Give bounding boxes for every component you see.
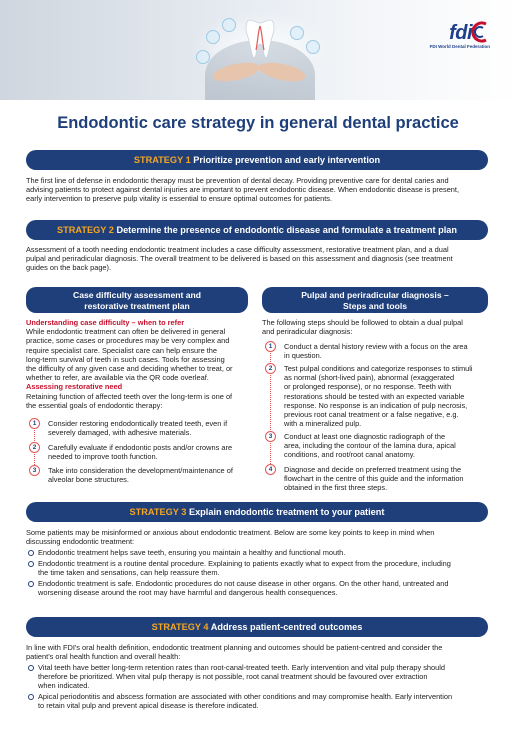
text-line: Endodontic treatment helps save teeth, ensuring you maintain a healthy and functional mouth. xyxy=(38,548,346,557)
text-line: area, including the contour of the lamina dura, apical xyxy=(284,441,456,451)
page-title: Endodontic care strategy in general dental practice xyxy=(57,114,459,132)
text-line: response. No response is an indication of pulp necrosis, xyxy=(284,400,468,410)
fdi-logo-subtitle: FDI World Dental Federation xyxy=(429,44,490,49)
strategy-1-number: STRATEGY 1 xyxy=(133,155,191,165)
text-line: the essential goals of endodontic therapy: xyxy=(26,400,163,410)
text-line: While endodontic treatment can often be delivered in general xyxy=(26,327,226,337)
text-line: worsening disease around the root may have harmful and dangerous health consequences. xyxy=(38,588,338,598)
bullet-icon xyxy=(28,665,34,671)
text-line: the time taken and sensations, can help reassure them. xyxy=(38,568,220,578)
text-line: early intervention to preserve pulp vitality is essential to ensure optimal outcomes for patients. xyxy=(26,194,333,204)
pulpal-diagnosis-intro xyxy=(262,318,490,336)
text-line: or prolonged response), or no response. Teeth with xyxy=(284,382,452,392)
list-item xyxy=(48,419,258,437)
when-to-refer-heading: Understanding case difficulty – when to refer xyxy=(26,318,185,327)
text-line: restorations should be tested with an expected variable xyxy=(284,391,465,401)
list-item xyxy=(38,663,490,691)
text-line: Take into consideration the development/maintenance of xyxy=(48,466,233,475)
text-line: alveolar bone structures. xyxy=(48,475,129,485)
text-line: Test pulpal conditions and categorize responses to stimuli xyxy=(284,364,473,373)
list-item xyxy=(284,465,490,493)
restorative-need-heading: Assessing restorative need xyxy=(26,382,123,392)
strategy-3-number: STRATEGY 3 xyxy=(129,507,187,517)
list-item xyxy=(38,692,490,710)
list-item xyxy=(284,364,490,428)
strategy-4-bar xyxy=(26,617,488,637)
fdi-logo-text: fdi xyxy=(449,22,472,44)
text-line: advising patients to protect against dental injuries are important to prevent endodontic disease. When endodontic disease is present, xyxy=(26,185,460,195)
step-number: 3 xyxy=(265,431,276,442)
step-number: 4 xyxy=(265,464,276,475)
text-line: Apical periodontitis and abscess formation are associated with other conditions and may compromise health. Early intervention xyxy=(38,692,453,701)
list-item xyxy=(38,579,490,597)
strategy-1-bar xyxy=(26,150,488,170)
text-line: Endodontic treatment is a routine dental procedure. Explaining to patients exactly what to expect from the procedure, including xyxy=(38,559,451,568)
text-line: needed to improve tooth function. xyxy=(48,452,158,462)
strategy-4-text xyxy=(26,643,490,661)
heading-line: restorative treatment plan xyxy=(84,300,190,311)
text-line: Vital teeth have better long-term retention rates than root-canal-treated teeth. Early intervention and vital pulp therapy should xyxy=(38,663,446,672)
step-number: 2 xyxy=(265,363,276,374)
bullet-icon xyxy=(28,694,34,700)
strategy-3-title: Explain endodontic treatment to your patient xyxy=(188,507,385,517)
list-item xyxy=(284,342,490,360)
list-item xyxy=(48,443,258,461)
text-line: Diagnose and decide on preferred treatment using the xyxy=(284,465,462,474)
bullet-icon xyxy=(28,550,34,556)
hero-image xyxy=(0,0,516,100)
text-line: The first line of defense in endodontic therapy must be prevention of dental decay. Providing preventive care for dental caries and xyxy=(26,176,449,185)
heading-line: Pulpal and periradicular diagnosis – xyxy=(301,290,449,300)
case-difficulty-column xyxy=(26,318,252,410)
text-line: Consider restoring endodontically treated teeth, even if xyxy=(48,419,228,428)
hero-bubble xyxy=(290,26,304,40)
strategy-2-number: STRATEGY 2 xyxy=(57,225,114,235)
text-line: with a mineralized pulp. xyxy=(284,419,362,429)
strategy-1-text xyxy=(26,176,490,204)
strategy-2-bar xyxy=(26,220,488,240)
text-line: as normal (short-lived pain), abnormal (exaggerated xyxy=(284,373,455,383)
hero-bubble xyxy=(206,30,220,44)
hero-bubble xyxy=(196,50,210,64)
bullet-icon xyxy=(28,561,34,567)
text-line: Carefully evaluate if endodontic posts and/or crowns are xyxy=(48,443,233,452)
list-item xyxy=(48,466,258,484)
hero-bubble xyxy=(306,40,320,54)
text-line: previous root canal treatment or a false negative, e.g. xyxy=(284,410,459,420)
text-line: guides on the back page). xyxy=(26,263,112,273)
strategy-4-number: STRATEGY 4 xyxy=(151,622,209,632)
text-line: when indicated. xyxy=(38,681,90,691)
text-line: and periradicular diagnosis: xyxy=(262,327,353,337)
text-line: Some patients may be misinformed or anxious about endodontic treatment. Below are some key points to keep in mind when xyxy=(26,528,435,537)
text-line: therefore be prioritized. When vital pulp therapy is not possible, root canal treatment should be favoured over extraction xyxy=(38,672,428,682)
strategy-3-text xyxy=(26,528,490,546)
text-line: pulpal and periradicular diagnosis. The overall treatment to be delivered is based on this assessment and diagnosis (see treatment xyxy=(26,254,453,264)
text-line: Conduct a dental history review with a focus on the area xyxy=(284,342,468,351)
hero-bubble xyxy=(222,18,236,32)
list-item xyxy=(38,559,490,577)
text-line: Conduct at least one diagnostic radiograph of the xyxy=(284,432,446,441)
pulpal-diagnosis-heading xyxy=(262,287,488,313)
text-line: Endodontic treatment is safe. Endodontic procedures do not cause disease in other organs. On the other hand, untreated and xyxy=(38,579,449,588)
text-line: In line with FDI's oral health definition, endodontic treatment planning and outcomes should be patient-centred and consider the xyxy=(26,643,443,652)
fdi-logo-icon xyxy=(470,20,490,44)
strategy-4-title: Address patient-centred outcomes xyxy=(210,622,363,632)
text-line: long-term survival of teeth in such cases. Tools for assessing xyxy=(26,354,225,364)
bullet-icon xyxy=(28,581,34,587)
strategy-2-title: Determine the presence of endodontic disease and formulate a treatment plan xyxy=(116,225,457,235)
text-line: practice, some cases or procedures may be very complex and xyxy=(26,336,230,346)
text-line: conditions, and root/root canal anatomy. xyxy=(284,450,415,460)
step-number: 2 xyxy=(29,442,40,453)
list-item xyxy=(284,432,490,460)
case-difficulty-heading xyxy=(26,287,248,313)
strategy-1-title: Prioritize prevention and early intervention xyxy=(193,155,381,165)
text-line: to retain vital pulp and prevent apical disease is therefore indicated. xyxy=(38,701,259,711)
step-number: 1 xyxy=(265,341,276,352)
text-line: whether to refer, are available via the QR code overleaf. xyxy=(26,373,209,383)
text-line: discussing endodontic treatment: xyxy=(26,537,135,547)
step-number: 3 xyxy=(29,465,40,476)
text-line: the difficulty of any given case and deciding whether to treat, or xyxy=(26,364,233,374)
strategy-2-text xyxy=(26,245,490,273)
strategy-3-bar xyxy=(26,502,488,522)
text-line: flowchart in the centre of this guide and the information xyxy=(284,474,464,484)
text-line: patient's oral health function and overall health: xyxy=(26,652,181,662)
step-number: 1 xyxy=(29,418,40,429)
heading-line: Steps and tools xyxy=(343,300,407,311)
text-line: in question. xyxy=(284,351,322,361)
text-line: The following steps should be followed to obtain a dual pulpal xyxy=(262,318,463,327)
text-line: obtained in the first three steps. xyxy=(284,483,388,493)
heading-line: Case difficulty assessment and xyxy=(73,290,201,300)
text-line: require specialist care. Specialist care can help ensure the xyxy=(26,345,218,355)
list-item xyxy=(38,548,490,557)
text-line: severely damaged, with adhesive materials. xyxy=(48,428,192,438)
text-line: Retaining function of affected teeth over the long-term is one of xyxy=(26,391,233,401)
text-line: Assessment of a tooth needing endodontic treatment includes a case difficulty assessment, restorative treatment plan, and a dual xyxy=(26,245,449,254)
tooth-icon xyxy=(244,14,276,64)
